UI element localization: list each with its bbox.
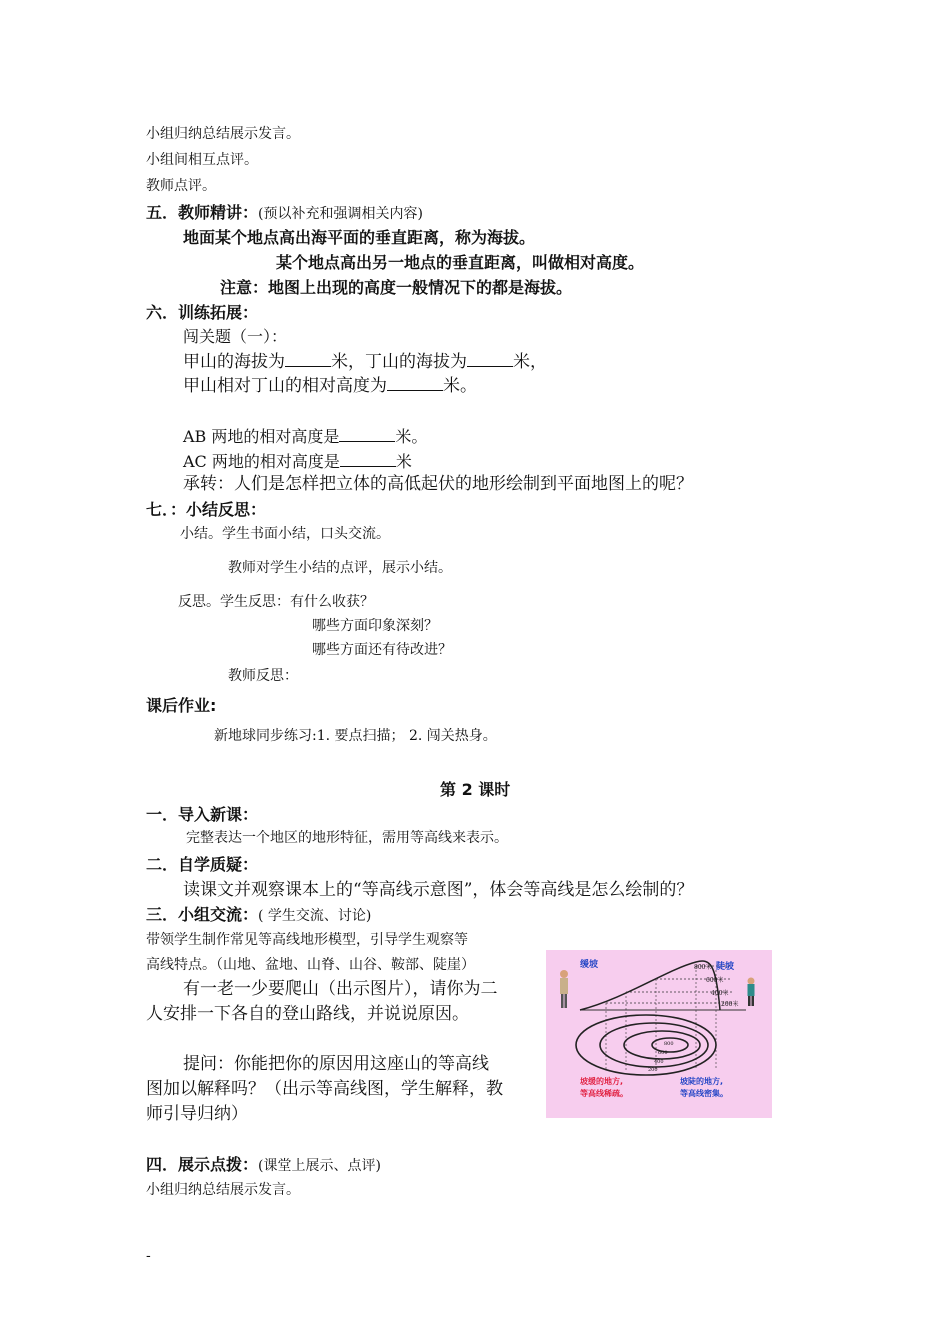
climbing-question-line-1: 有一老一少要爬山（出示图片），请你为二 — [183, 979, 498, 999]
summary-text: 小结。学生书面小结，口头交流。 — [180, 526, 390, 542]
quiz-title: 闯关题（一）： — [183, 327, 288, 346]
q2-part-b: 米。 — [443, 376, 477, 396]
section-7-heading: 七．：小结反思： — [146, 500, 267, 519]
reflection-question-3: 哪些方面还有待改进？ — [312, 642, 452, 658]
map-height-note: 注意：地图上出现的高度一般情况下的都是海拔。 — [220, 278, 573, 297]
answer-blank[interactable] — [339, 426, 395, 442]
steep-note-line-1: 坡陡的地方, — [680, 1077, 724, 1086]
lesson-2-section-4-title: 四．展示点拨： — [146, 1155, 259, 1174]
footer-mark: - — [146, 1248, 151, 1264]
contour-question-line-1: 提问：你能把你的原因用这座山的等高线 — [183, 1054, 489, 1074]
reflection-text: 反思。学生反思：有什么收获？ — [178, 594, 374, 610]
q3-part-a: AB 两地的相对高度是 — [183, 427, 340, 446]
lesson-2-title: 第 2 课时 — [440, 780, 511, 799]
section-5-note: (预以补充和强调相关内容) — [258, 206, 423, 222]
q3-part-b: 米。 — [395, 427, 428, 446]
teacher-summary-comment: 教师对学生小结的点评，展示小结。 — [228, 560, 452, 576]
relative-height-definition: 某个地点高出另一地点的垂直距离，叫做相对高度。 — [276, 253, 645, 272]
section-6-heading: 六．训练拓展： — [146, 303, 259, 322]
profile-label-400: 400米 — [711, 990, 729, 997]
q1-part-c: 米， — [513, 352, 547, 372]
contour-slope-figure — [546, 950, 772, 1118]
profile-label-600: 600米 — [706, 977, 724, 984]
homework-heading: 课后作业: — [146, 696, 217, 715]
quiz-question-2 — [183, 375, 477, 396]
answer-blank[interactable] — [387, 375, 443, 391]
lesson-2-section-1-text: 完整表达一个地区的地形特征，需用等高线来表示。 — [186, 830, 508, 846]
quiz-question-4 — [183, 451, 412, 471]
contour-label-800: 800 — [664, 1041, 674, 1047]
group-review-text: 小组间相互点评。 — [146, 152, 258, 168]
gentle-slope-note — [580, 1076, 628, 1100]
q4-part-a: AC 两地的相对高度是 — [183, 452, 340, 471]
lesson-2-section-1-heading: 一．导入新课： — [146, 805, 259, 824]
section-5-heading — [146, 203, 423, 223]
q1-part-b: 米，丁山的海拔为 — [331, 352, 467, 372]
climbing-question-line-2: 人安排一下各自的登山路线，并说说原因。 — [146, 1004, 469, 1024]
profile-label-200: 200米 — [721, 1001, 739, 1008]
answer-blank[interactable] — [285, 351, 331, 367]
homework-content: 新地球同步练习:1. 要点扫描； 2. 闯关热身。 — [214, 728, 497, 744]
lesson-2-section-4-note: (课堂上展示、点评) — [258, 1158, 381, 1174]
contour-question-line-3: 师引导归纳） — [146, 1104, 248, 1124]
altitude-definition: 地面某个地点高出海平面的垂直距离，称为海拔。 — [183, 228, 536, 247]
steep-slope-label: 陡坡 — [716, 962, 735, 972]
lesson-2-section-4-heading — [146, 1155, 381, 1175]
quiz-question-1 — [183, 351, 547, 372]
teacher-review-text: 教师点评。 — [146, 178, 216, 194]
steep-slope-note — [680, 1076, 728, 1100]
q1-part-a: 甲山的海拔为 — [183, 352, 285, 372]
contour-label-600: 600 — [658, 1050, 668, 1056]
quiz-question-3 — [183, 426, 427, 446]
gentle-note-line-1: 坡缓的地方, — [580, 1077, 624, 1086]
group-summary-text: 小组归纳总结展示发言。 — [146, 126, 300, 142]
child-figure — [748, 978, 755, 1007]
contour-label-200: 200 — [648, 1067, 658, 1073]
contour-label-400: 400 — [654, 1059, 664, 1065]
profile-label-800: 800米 — [694, 964, 712, 971]
teacher-reflection: 教师反思： — [228, 668, 298, 684]
gentle-slope-label: 缓坡 — [580, 960, 599, 970]
lesson-2-section-3-title: 三．小组交流： — [146, 905, 259, 924]
gentle-note-line-2: 等高线稀疏。 — [580, 1089, 628, 1098]
q2-part-a: 甲山相对丁山的相对高度为 — [183, 376, 387, 396]
lesson-2-section-2-text: 读课文并观察课本上的“等高线示意图”，体会等高线是怎么绘制的？ — [183, 880, 694, 900]
model-activity-line-2: 高线特点。（山地、盆地、山脊、山谷、鞍部、陡崖） — [146, 957, 475, 973]
lesson-2-section-4-text: 小组归纳总结展示发言。 — [146, 1182, 300, 1198]
lesson-2-section-3-note: ( 学生交流、讨论) — [258, 908, 372, 924]
answer-blank[interactable] — [340, 451, 396, 467]
q4-part-b: 米 — [395, 452, 412, 471]
reflection-question-2: 哪些方面印象深刻？ — [312, 618, 438, 634]
model-activity-line-1: 带领学生制作常见等高线地形模型，引导学生观察等 — [146, 932, 468, 948]
old-man-figure — [560, 970, 568, 1008]
contour-question-line-2: 图加以解释吗？（出示等高线图，学生解释，教 — [146, 1079, 503, 1099]
transition-question: 承转：人们是怎样把立体的高低起伏的地形绘制到平面地图上的呢？ — [183, 474, 693, 494]
lesson-2-section-2-heading: 二．自学质疑： — [146, 855, 259, 874]
answer-blank[interactable] — [467, 351, 513, 367]
section-5-title: 五．教师精讲： — [146, 203, 259, 222]
lesson-2-section-3-heading — [146, 905, 371, 925]
steep-note-line-2: 等高线密集。 — [680, 1089, 728, 1098]
